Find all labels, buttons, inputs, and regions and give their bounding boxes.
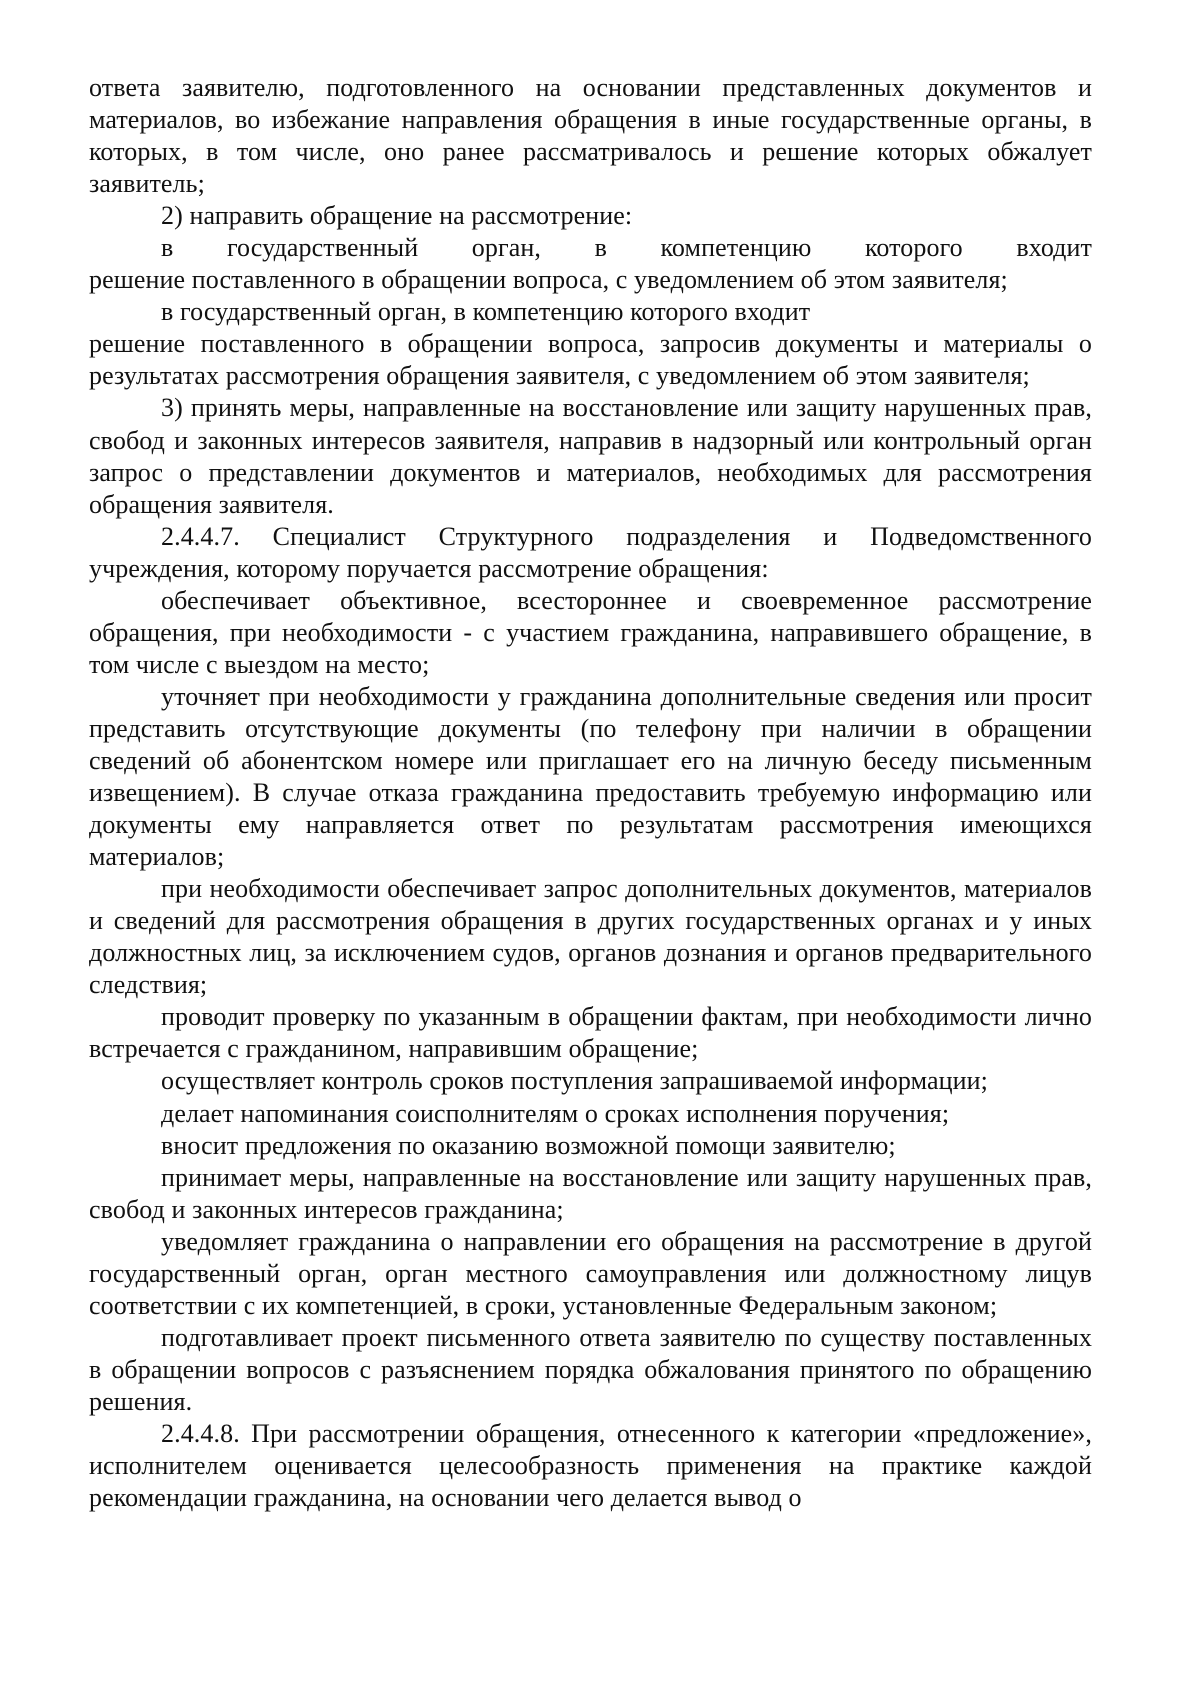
paragraph: ответа заявителю, подготовленного на основании представленных документов и материалов, во избежание направления обращения в иные государственные органы, в которых, в том числе, оно ранее рассматривалось и решение которых обжалует заявитель; bbox=[89, 73, 1092, 199]
paragraph: принимает меры, направленные на восстановление или защиту нарушенных прав, свобод и законных интересов гражданина; bbox=[89, 1162, 1092, 1224]
paragraph: уведомляет гражданина о направлении его обращения на рассмотрение в другой государственный орган, орган местного самоуправления или должностному лицув соответствии с их компетенцией, в сроки, установленные Федеральным законом; bbox=[89, 1226, 1092, 1320]
paragraph: решение поставленного в обращении вопроса, запросив документы и материалы о результатах рассмотрения обращения заявителя, с уведомлением об этом заявителя; bbox=[89, 329, 1092, 391]
document-body bbox=[89, 72, 1092, 1514]
paragraph: вносит предложения по оказанию возможной помощи заявителю; bbox=[161, 1130, 896, 1160]
paragraph: в государственный орган, в компетенцию которого входит bbox=[161, 297, 811, 327]
paragraph: 2.4.4.7. Специалист Структурного подразделения и Подведомственного учреждения, которому поручается рассмотрение обращения: bbox=[89, 521, 1092, 583]
paragraph: делает напоминания соисполнителям о сроках исполнения поручения; bbox=[161, 1098, 950, 1128]
paragraph: обеспечивает объективное, всестороннее и своевременное рассмотрение обращения, при необходимости - с участием гражданина, направившего обращение, в том числе с выездом на место; bbox=[89, 585, 1092, 679]
paragraph: в государственный орган, в компетенцию которого входит bbox=[161, 233, 1092, 263]
paragraph: осуществляет контроль сроков поступления запрашиваемой информации; bbox=[161, 1066, 988, 1096]
paragraph: 3) принять меры, направленные на восстановление или защиту нарушенных прав, свобод и законных интересов заявителя, направив в надзорный или контрольный орган запрос о представлении документов и материалов, необходимых для рассмотрения обращения заявителя. bbox=[89, 393, 1092, 519]
paragraph: решение поставленного в обращении вопроса, с уведомлением об этом заявителя; bbox=[89, 265, 1008, 295]
paragraph: подготавливает проект письменного ответа заявителю по существу поставленных в обращении вопросов с разъяснением порядка обжалования принятого по обращению решения. bbox=[89, 1322, 1092, 1416]
paragraph: проводит проверку по указанным в обращении фактам, при необходимости лично встречается с гражданином, направившим обращение; bbox=[89, 1002, 1092, 1064]
paragraph: 2) направить обращение на рассмотрение: bbox=[161, 201, 633, 231]
paragraph: уточняет при необходимости у гражданина дополнительные сведения или просит представить отсутствующие документы (по телефону при наличии в обращении сведений об абонентском номере или приглашает его на личную беседу письменным извещением). В случае отказа гражданина предоставить требуемую информацию или документы ему направляется ответ по результатам рассмотрения имеющихся материалов; bbox=[89, 681, 1092, 872]
paragraph: 2.4.4.8. При рассмотрении обращения, отнесенного к категории «предложение», исполнителем оценивается целесообразность применения на практике каждой рекомендации гражданина, на основании чего делается вывод о bbox=[89, 1418, 1092, 1513]
paragraph: при необходимости обеспечивает запрос дополнительных документов, материалов и сведений для рассмотрения обращения в других государственных органах и у иных должностных лиц, за исключением судов, органов дознания и органов предварительного следствия; bbox=[89, 874, 1092, 1000]
